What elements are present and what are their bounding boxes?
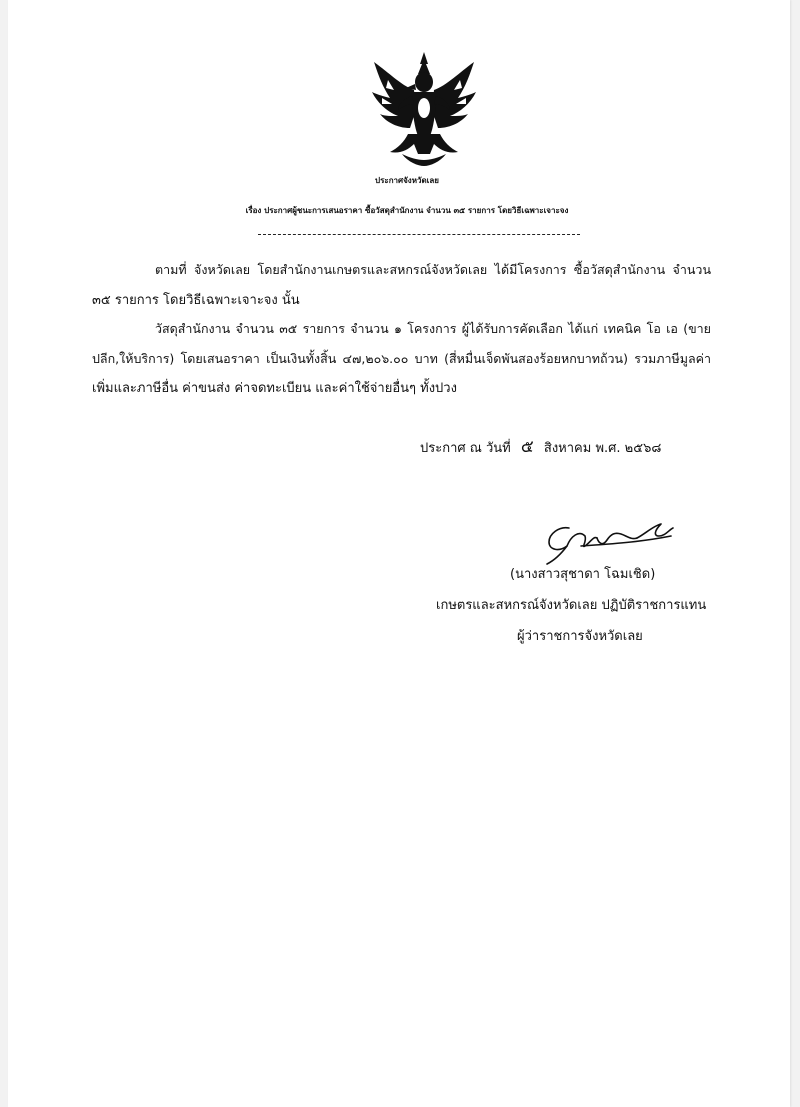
- signer-name: (นางสาวสุชาดา โฉมเชิด): [510, 567, 656, 582]
- signer-on-behalf: ผู้ว่าราชการจังหวัดเลย: [517, 629, 643, 644]
- announce-date-day: ๕: [520, 437, 534, 457]
- announce-date-prefix: ประกาศ ณ วันที่: [420, 441, 511, 456]
- paragraph-1-line-2: ๓๕ รายการ โดยวิธีเฉพาะเจาะจง นั้น: [92, 293, 300, 308]
- document-page: [8, 0, 790, 1107]
- paragraph-1-line-1: ตามที่ จังหวัดเลย โดยสำนักงานเกษตรและสหกรณ์จังหวัดเลย ได้มีโครงการ ซื้อวัสดุสำนักงาน จำนวน: [155, 262, 711, 277]
- signer-position: เกษตรและสหกรณ์จังหวัดเลย ปฏิบัติราชการแทน: [436, 598, 707, 613]
- garuda-emblem-icon: [368, 50, 480, 168]
- announce-date-rest: สิงหาคม พ.ศ. ๒๕๖๘: [543, 441, 662, 456]
- announce-date: [420, 438, 661, 458]
- paragraph-2-line-3: เพิ่มและภาษีอื่น ค่าขนส่ง ค่าจดทะเบียน และค่าใช้จ่ายอื่นๆ ทั้งปวง: [92, 381, 457, 396]
- paragraph-2-line-2: ปลีก,ให้บริการ) โดยเสนอราคา เป็นเงินทั้งสิ้น ๔๗,๒๐๖.๐๐ บาท (สี่หมื่นเจ็ดพันสองร้อยหกบาทถ้วน) รวมภาษีมูลค่า: [92, 351, 711, 366]
- document-title: ประกาศจังหวัดเลย: [375, 176, 439, 185]
- divider-line: [258, 234, 580, 235]
- document-subject: เรื่อง ประกาศผู้ชนะการเสนอราคา ซื้อวัสดุสำนักงาน จำนวน ๓๕ รายการ โดยวิธีเฉพาะเจาะจง: [245, 206, 569, 215]
- paragraph-2-line-1: วัสดุสำนักงาน จำนวน ๓๕ รายการ จำนวน ๑ โครงการ ผู้ได้รับการคัดเลือก ได้แก่ เทคนิค โอ เอ (ขาย: [155, 321, 711, 336]
